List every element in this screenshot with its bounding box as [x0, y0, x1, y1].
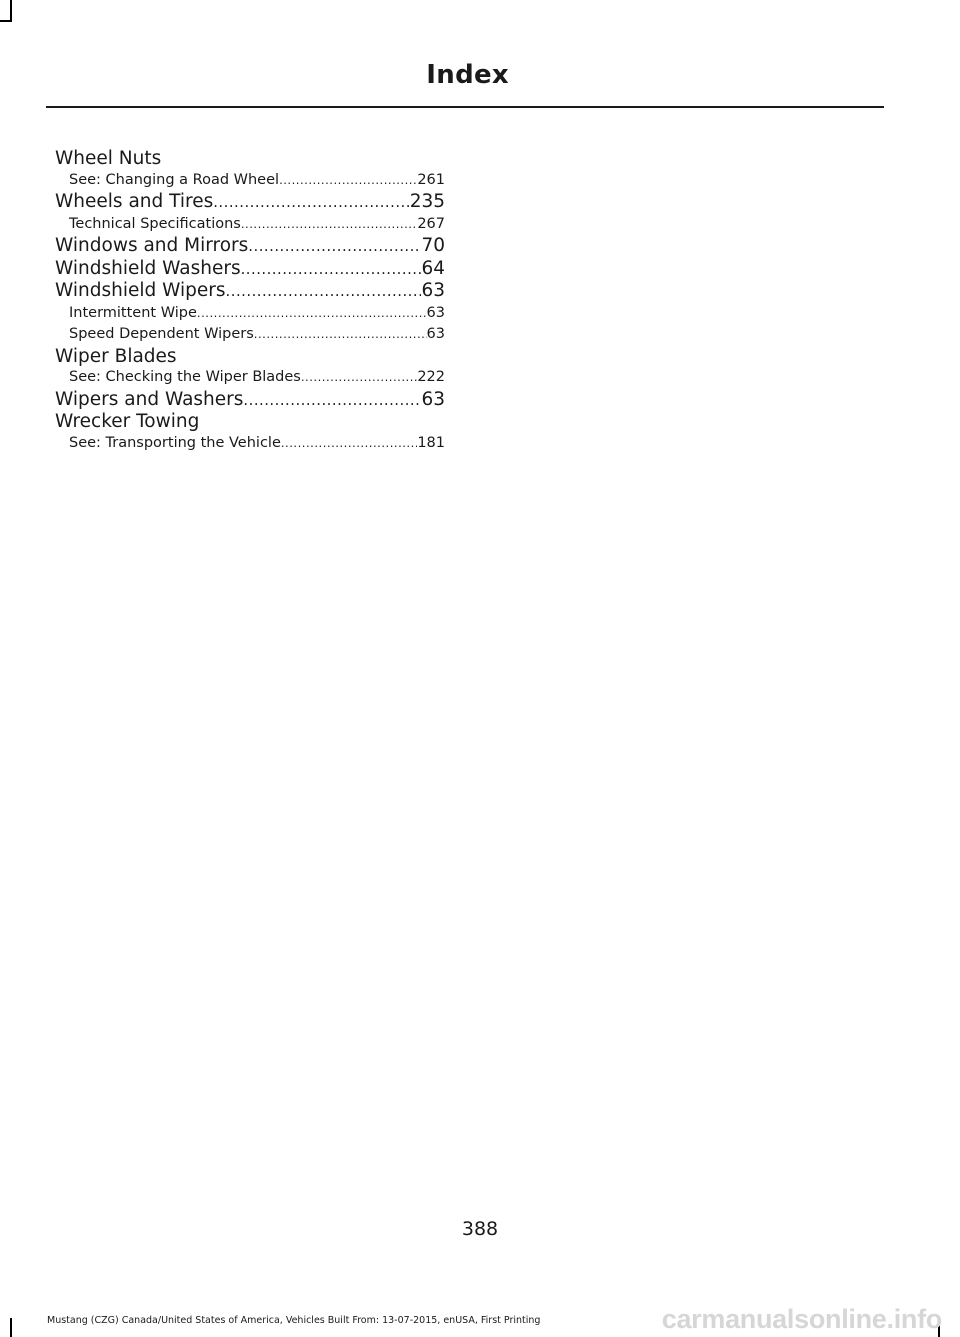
dot-leader [301, 367, 417, 389]
index-entry [55, 346, 445, 368]
index-entry [55, 389, 445, 412]
entry-label: Windows and Mirrors [55, 235, 249, 256]
index-entry [55, 148, 445, 170]
entry-page-ref: 64 [421, 257, 445, 279]
entry-label: Speed Dependent Wipers [69, 326, 254, 342]
entry-page-ref: 261 [417, 171, 445, 188]
entry-page-ref: 63 [421, 388, 445, 410]
dot-leader [197, 303, 427, 325]
entry-label: Wipers and Washers [55, 388, 244, 410]
entry-label: Wrecker Towing [55, 411, 200, 432]
entry-page-ref: 235 [409, 191, 445, 212]
index-entry [55, 258, 445, 281]
dot-leader [241, 259, 422, 281]
index-subentry [55, 303, 445, 325]
entry-label: Wheels and Tires [55, 191, 214, 212]
page-title: Index [426, 60, 509, 90]
crop-mark-bottom-left-vertical [10, 1318, 12, 1337]
entry-page-ref: 222 [417, 369, 445, 385]
index-subentry [55, 367, 445, 389]
entry-page-ref: 63 [421, 280, 445, 301]
dot-leader [281, 433, 417, 455]
dot-leader [254, 324, 427, 346]
index-subentry [55, 214, 445, 236]
index-subentry [55, 324, 445, 346]
index-subentry [55, 170, 445, 192]
entry-label: Windshield Washers [55, 257, 241, 279]
entry-label: Windshield Wipers [55, 280, 226, 301]
entry-page-ref: 63 [426, 326, 445, 342]
entry-label: Wheel Nuts [55, 148, 162, 169]
index-subentry [55, 433, 445, 455]
footer-note: Mustang (CZG) Canada/United States of America, Vehicles Built From: 13-07-2015, enUSA, First Printing [47, 1315, 541, 1326]
entry-label: Intermittent Wipe [69, 304, 197, 321]
entry-page-ref: 181 [417, 434, 445, 451]
index-entry [55, 191, 445, 214]
entry-label: Wiper Blades [55, 345, 177, 367]
entry-label: See: Checking the Wiper Blades [69, 369, 301, 385]
index-entry [55, 411, 445, 433]
watermark: carmanualsonline.info [661, 1304, 942, 1334]
index-entry [55, 280, 445, 303]
entry-label: See: Changing a Road Wheel [69, 171, 280, 188]
entry-label: Technical Specifications [69, 215, 241, 232]
crop-mark-top-left-horizontal [0, 20, 12, 22]
dot-leader [243, 390, 421, 412]
dot-leader [248, 236, 421, 258]
dot-leader [213, 192, 409, 214]
title-rule [46, 106, 884, 108]
page-number: 388 [461, 1218, 499, 1240]
crop-mark-top-left-vertical [10, 0, 12, 22]
dot-leader [226, 281, 422, 303]
entry-page-ref: 63 [426, 304, 445, 321]
entry-page-ref: 70 [421, 235, 445, 256]
dot-leader [241, 214, 417, 236]
index-entry [55, 235, 445, 258]
dot-leader [279, 170, 417, 192]
page-title-wrap [46, 60, 884, 90]
entry-label: See: Transporting the Vehicle [69, 434, 281, 451]
entry-page-ref: 267 [417, 215, 445, 232]
index-column [55, 148, 445, 454]
